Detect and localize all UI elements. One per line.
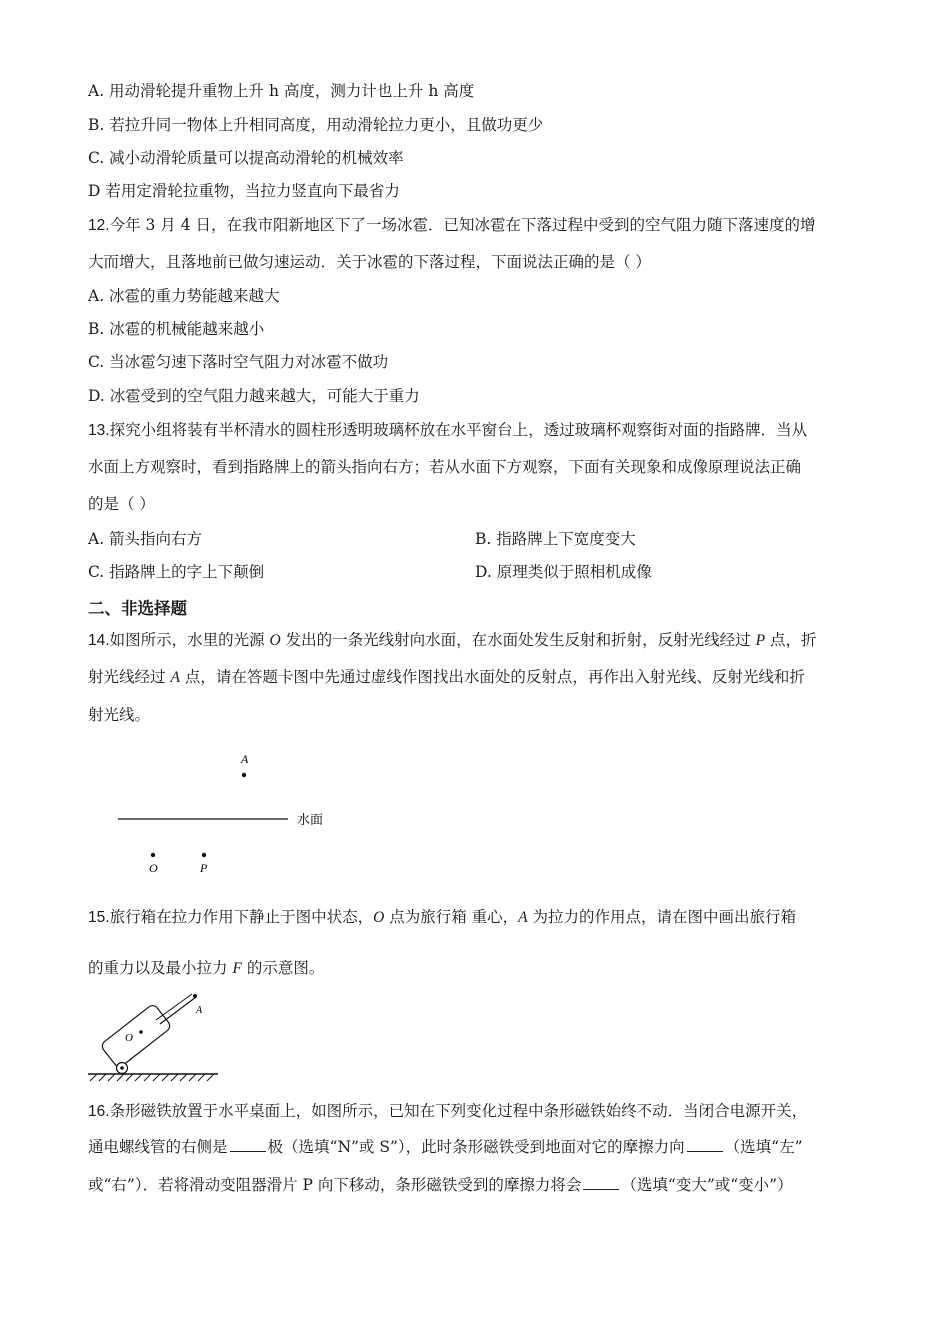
q15-figure	[84, 990, 224, 1082]
q14-point-o	[151, 853, 155, 857]
q12-text-1: 今年 3 月 4 日，在我市阳新地区下了一场冰雹．已知冰雹在下落过程中受到的空气阻力随下落速度的增	[109, 216, 816, 234]
q14-label-a: A	[241, 752, 249, 766]
q14-surface-label: 水面	[297, 812, 324, 827]
q15-text-1b: 点为旅行箱 重心，	[384, 908, 519, 926]
q14-stem-line2	[88, 667, 805, 688]
q14-var-o: O	[269, 632, 281, 649]
q16-blank-1[interactable]	[230, 1137, 266, 1152]
q16-number: 16.	[88, 1103, 110, 1120]
q16-text-3a: 或“右”）．若将滑动变阻器滑片 P 向下移动，条形磁铁受到的摩擦力将会	[88, 1176, 582, 1194]
q11-option-b: B. 若拉升同一物体上升相同高度，用动滑轮拉力更小，且做功更少	[88, 116, 544, 134]
q14-stem-line1	[88, 630, 816, 651]
q15-point-o	[139, 1030, 143, 1034]
q13-stem-line3: 的是（ ）	[88, 495, 155, 513]
q14-text-1c: 点，折	[765, 631, 817, 649]
q15-label-a: A	[196, 1005, 203, 1016]
q14-text-2b: 点，请在答题卡图中先通过虚线作图找出水面处的反射点，再作出入射光线、反射光线和折	[179, 668, 805, 686]
q12-option-b: B. 冰雹的机械能越来越小	[88, 320, 265, 338]
q15-number: 15.	[88, 909, 110, 926]
q13-text-1: 探究小组将装有半杯清水的圆柱形透明玻璃杯放在水平窗台上，透过玻璃杯观察街对面的指路牌．当从	[109, 421, 808, 439]
q15-text-1a: 旅行箱在拉力作用下静止于图中状态，	[109, 908, 374, 926]
q15-stem-line1	[88, 907, 796, 928]
q13-option-a: A. 箭头指向右方	[88, 530, 203, 548]
q13-option-c: C. 指路牌上的字上下颠倒	[88, 563, 265, 581]
q12-option-d: D. 冰雹受到的空气阻力越来越大，可能大于重力	[88, 387, 420, 405]
q15-text-1c: 为拉力的作用点，请在图中画出旅行箱	[527, 908, 797, 926]
q15-wheel-hub	[120, 1066, 124, 1070]
q16-stem-line1	[88, 1101, 807, 1122]
q11-option-c: C. 减小动滑轮质量可以提高动滑轮的机械效率	[88, 149, 404, 167]
q14-point-p	[202, 853, 206, 857]
q15-stem-line2	[88, 958, 324, 979]
q15-var-o: O	[373, 909, 385, 926]
q16-blank-2[interactable]	[687, 1137, 723, 1152]
q14-text-1b: 发出的一条光线射向水面，在水面处发生反射和折射，反射光线经过	[280, 631, 756, 649]
q14-var-p: P	[755, 632, 766, 649]
q13-option-d: D. 原理类似于照相机成像	[475, 563, 652, 581]
q13-option-b: B. 指路牌上下宽度变大	[475, 530, 636, 548]
q15-text-2b: 的示意图。	[241, 959, 325, 977]
q16-text-3b: （选填“变大”或“变小”）	[621, 1176, 793, 1194]
q14-figure	[110, 745, 350, 880]
q15-ground-hatching	[90, 1074, 214, 1081]
q15-suitcase-body	[100, 1003, 172, 1069]
q12-stem-line2: 大而增大，且落地前已做匀速运动．关于冰雹的下落过程，下面说法正确的是（ ）	[88, 253, 651, 271]
q15-suitcase-handle-inner	[156, 994, 192, 1020]
q12-option-c: C. 当冰雹匀速下落时空气阻力对冰雹不做功	[88, 353, 389, 371]
q15-label-o: O	[125, 1032, 133, 1044]
q14-stem-line3: 射光线。	[88, 706, 151, 724]
q16-stem-line3	[88, 1175, 793, 1195]
q13-stem-line2: 水面上方观察时，看到指路牌上的箭头指向右方；若从水面下方观察，下面有关现象和成像原理说法正确	[88, 458, 802, 476]
q16-text-2c: （选填“左”	[724, 1138, 803, 1156]
q12-number: 12.	[88, 217, 110, 234]
q15-point-a	[193, 994, 197, 998]
q12-option-a: A. 冰雹的重力势能越来越大	[88, 287, 280, 305]
q16-stem-line2	[88, 1137, 803, 1157]
q14-text-2a: 射光线经过	[88, 668, 171, 686]
q14-text-1a: 如图所示，水里的光源	[109, 631, 270, 649]
q14-number: 14.	[88, 632, 110, 649]
section-heading: 二、非选择题	[88, 599, 187, 618]
q15-suitcase-handle	[160, 997, 196, 1024]
q13-number: 13.	[88, 422, 110, 439]
q16-blank-3[interactable]	[583, 1175, 619, 1190]
q15-text-2a: 的重力以及最小拉力	[88, 959, 233, 977]
q15-var-f: F	[232, 960, 242, 977]
q11-option-a: A. 用动滑轮提升重物上升 h 高度，测力计也上升 h 高度	[88, 82, 475, 100]
q11-option-d: D 若用定滑轮拉重物，当拉力竖直向下最省力	[88, 182, 400, 200]
q14-point-a	[242, 773, 246, 777]
q16-text-2b: 极（选填“N”或 S”），此时条形磁铁受到地面对它的摩擦力向	[267, 1138, 685, 1156]
q14-label-o: O	[149, 861, 158, 875]
q14-label-p: P	[200, 861, 208, 875]
q13-stem-line1	[88, 420, 807, 441]
q15-var-a: A	[518, 909, 528, 926]
q16-text-1: 条形磁铁放置于水平桌面上，如图所示，已知在下列变化过程中条形磁铁始终不动．当闭合电源开关，	[109, 1102, 808, 1120]
q12-stem-line1	[88, 215, 816, 236]
q16-text-2a: 通电螺线管的右侧是	[88, 1138, 228, 1156]
q14-var-a: A	[170, 669, 180, 686]
